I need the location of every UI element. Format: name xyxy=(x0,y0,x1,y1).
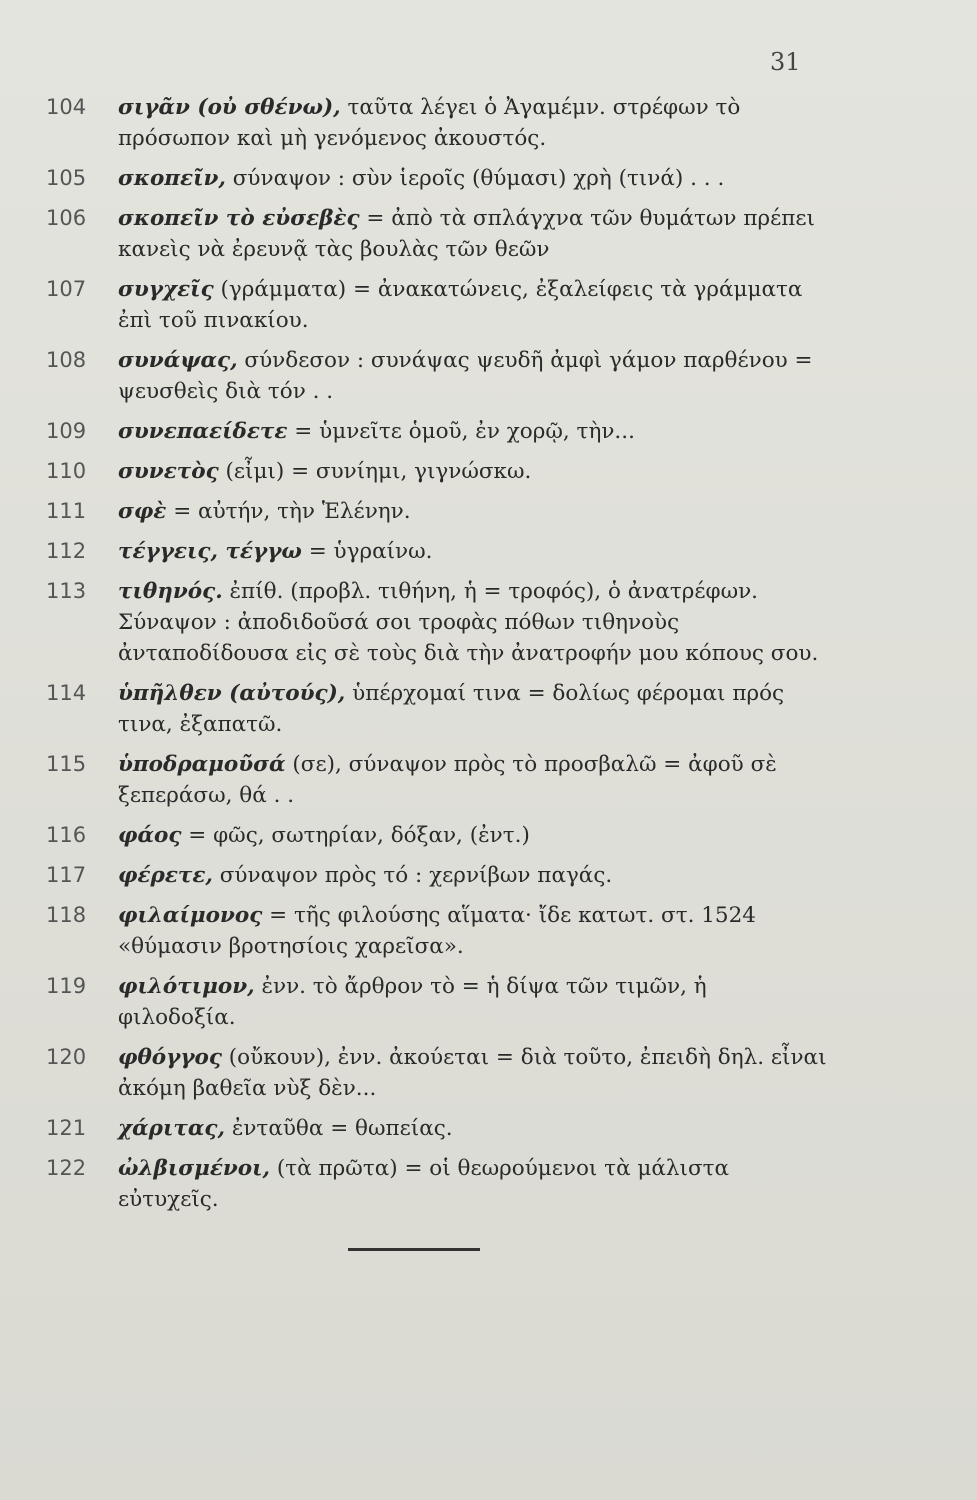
entry-number: 121 xyxy=(46,1116,87,1140)
glossary-entry xyxy=(0,416,977,447)
glossary-entry xyxy=(0,536,977,567)
entry-gloss: (γράμματα) = ἀνακατώνεις, ἐξαλείφεις τὰ γράμματα ἐπὶ τοῦ πινακίου. xyxy=(118,277,803,333)
entry-gloss: = ὑγραίνω. xyxy=(301,539,433,564)
entry-lemma: ὠλβισμένοι, xyxy=(118,1156,271,1181)
entry-lemma: συνεπαείδετε xyxy=(118,419,288,444)
glossary-entry xyxy=(0,456,977,487)
entry-gloss: = ὑμνεῖτε ὁμοῦ, ἐν χορῷ, τὴν... xyxy=(287,419,635,444)
glossary-entry xyxy=(0,1042,977,1104)
entry-number: 107 xyxy=(46,277,87,301)
entry-number: 118 xyxy=(46,903,87,927)
entry-number: 109 xyxy=(46,419,87,443)
entry-gloss: σύναψον : σὺν ἱεροῖς (θύμασι) χρὴ (τινά) . . . xyxy=(225,166,725,191)
entry-gloss: ὑπέρχομαί τινα = δολίως φέρομαι πρός τινα, ἐξαπατῶ. xyxy=(118,681,785,737)
glossary-entry xyxy=(0,749,977,811)
entry-number: 112 xyxy=(46,539,87,563)
entry-gloss: σύναψον πρὸς τό : χερνίβων παγάς. xyxy=(212,863,613,888)
entry-number: 104 xyxy=(46,95,87,119)
entry-number: 113 xyxy=(46,579,87,603)
page-number: 31 xyxy=(770,48,801,76)
entry-lemma: φάος xyxy=(118,823,182,848)
entry-lemma: σιγᾶν (οὐ σθένω), xyxy=(118,95,341,120)
entry-lemma: φιλαίμονος xyxy=(118,903,263,928)
glossary-entry xyxy=(0,900,977,962)
entry-number: 120 xyxy=(46,1045,87,1069)
entry-lemma: συγχεῖς xyxy=(118,277,214,302)
entry-lemma: ὑπῆλθεν (αὐτούς), xyxy=(118,681,346,706)
entry-lemma: σκοπεῖν τὸ εὐσεβὲς xyxy=(118,206,360,231)
entry-gloss: (σε), σύναψον πρὸς τὸ προσβαλῶ = ἀφοῦ σὲ ξεπεράσω, θά . . xyxy=(118,752,777,808)
entry-gloss: (οὔκουν), ἐνν. ἀκούεται = διὰ τοῦτο, ἐπειδὴ δηλ. εἶναι ἀκόμη βαθεῖα νὺξ δὲν... xyxy=(118,1045,827,1101)
entry-gloss: = ἀπὸ τὰ σπλάγχνα τῶν θυμάτων πρέπει κανεὶς νὰ ἐρευνᾷ τὰς βουλὰς τῶν θεῶν xyxy=(118,206,815,262)
entry-gloss: ταῦτα λέγει ὁ Ἀγαμέμν. στρέφων τὸ πρόσωπον καὶ μὴ γενόμενος ἀκουστός. xyxy=(118,95,741,151)
glossary-entry xyxy=(0,203,977,265)
glossary-entry xyxy=(0,860,977,891)
glossary-entry xyxy=(0,971,977,1033)
entry-gloss: = φῶς, σωτηρίαν, δόξαν, (ἐντ.) xyxy=(181,823,530,848)
entry-lemma: ὑποδραμοῦσά xyxy=(118,752,286,777)
glossary-entry xyxy=(0,1153,977,1215)
glossary-entry xyxy=(0,1113,977,1144)
entry-number: 117 xyxy=(46,863,87,887)
entry-gloss: ἐνταῦθα = θωπείας. xyxy=(224,1116,453,1141)
glossary-entry xyxy=(0,274,977,336)
entry-gloss: (εἶμι) = συνίημι, γιγνώσκω. xyxy=(218,459,532,484)
entry-number: 108 xyxy=(46,348,87,372)
entry-number: 111 xyxy=(46,499,87,523)
entry-number: 106 xyxy=(46,206,87,230)
entry-lemma: συνετὸς xyxy=(118,459,219,484)
entry-gloss: ἐπίθ. (προβλ. τιθήνη, ἡ = τροφός), ὁ ἀνατρέφων. Σύναψον : ἀποδιδοῦσά σοι τροφὰς πόθων τιθηνοὺς ἀνταποδίδουσα εἰς σὲ τοὺς διὰ τὴν ἀνατροφήν μου κόπους σου. xyxy=(118,579,819,666)
entry-lemma: χάριτας, xyxy=(118,1116,225,1141)
entry-number: 115 xyxy=(46,752,87,776)
glossary-entry xyxy=(0,163,977,194)
entry-lemma: φιλότιμον, xyxy=(118,974,255,999)
entry-lemma: σκοπεῖν, xyxy=(118,166,226,191)
glossary-entry xyxy=(0,496,977,527)
entry-lemma: συνάψας, xyxy=(118,348,238,373)
entry-lemma: φθόγγος xyxy=(118,1045,222,1070)
glossary-entry xyxy=(0,678,977,740)
glossary-entry xyxy=(0,820,977,851)
entry-number: 122 xyxy=(46,1156,87,1180)
entry-number: 105 xyxy=(46,166,87,190)
glossary-entry xyxy=(0,92,977,154)
entry-lemma: φέρετε, xyxy=(118,863,213,888)
entry-gloss: = τῆς φιλούσης αἵματα· ἴδε κατωτ. στ. 1524 «θύμασιν βροτησίοις χαρεῖσα». xyxy=(118,903,756,959)
glossary-list xyxy=(0,92,977,1224)
entry-number: 110 xyxy=(46,459,87,483)
entry-lemma: τέγγεις, τέγγω xyxy=(118,539,302,564)
entry-lemma: τιθηνός. xyxy=(118,579,223,604)
entry-number: 116 xyxy=(46,823,87,847)
entry-gloss: (τὰ πρῶτα) = οἱ θεωρούμενοι τὰ μάλιστα εὐτυχεῖς. xyxy=(118,1156,730,1212)
end-rule xyxy=(348,1248,480,1251)
entry-gloss: = αὐτήν, τὴν Ἑλένην. xyxy=(166,499,411,524)
entry-gloss: σύνδεσον : συνάψας ψευδῆ ἀμφὶ γάμον παρθένου = ψευσθεὶς διὰ τόν . . xyxy=(118,348,813,404)
entry-gloss: ἐνν. τὸ ἄρθρον τὸ = ἡ δίψα τῶν τιμῶν, ἡ φιλοδοξία. xyxy=(118,974,707,1030)
entry-number: 114 xyxy=(46,681,87,705)
entry-number: 119 xyxy=(46,974,87,998)
glossary-entry xyxy=(0,576,977,669)
entry-lemma: σφὲ xyxy=(118,499,167,524)
glossary-entry xyxy=(0,345,977,407)
